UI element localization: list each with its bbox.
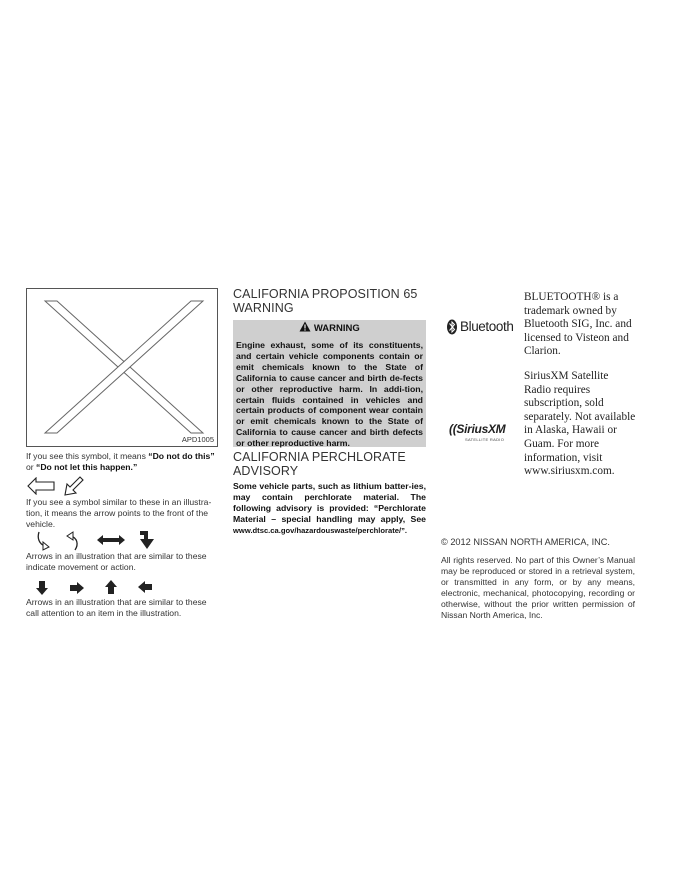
warning-label: WARNING xyxy=(313,323,360,334)
attention-caption: Arrows in an illustration that are similar to these call attention to an item in the illustration. xyxy=(26,597,207,618)
outline-arrow-left-icon xyxy=(27,477,55,495)
siriusxm-logo xyxy=(449,422,519,446)
siriusxm-wordmark: ((SiriusXM xyxy=(449,422,506,436)
outline-arrow-up-left-icon xyxy=(63,475,85,497)
heading-line: ADVISORY xyxy=(233,463,299,478)
figure-code: APD1005 xyxy=(181,435,214,444)
caption-text: or xyxy=(26,462,37,472)
siriusxm-text: SiriusXM Satellite Radio requires subscription, sold separately. Not available in Alaska, Hawaii or Guam. For more information, visit www.siriusxm.com. xyxy=(524,370,636,478)
copyright-line: © 2012 NISSAN NORTH AMERICA, INC. xyxy=(441,537,610,547)
heading-line: WARNING xyxy=(233,300,294,315)
curved-arrow-down-icon xyxy=(35,530,51,552)
warning-triangle-icon xyxy=(299,321,311,332)
arrow-left-icon xyxy=(137,580,153,594)
siriusxm-tagline: SATELLITE RADIO xyxy=(465,437,505,442)
caption-bold: “Do not let this happen.” xyxy=(36,462,138,472)
movement-caption: Arrows in an illustration that are similar to these indicate movement or action. xyxy=(26,551,207,572)
bluetooth-logo xyxy=(446,318,512,336)
prohibited-symbol-figure xyxy=(26,288,218,447)
large-x-icon xyxy=(27,289,217,446)
perchlorate-paragraph xyxy=(233,481,426,537)
curved-arrow-up-icon xyxy=(66,530,82,552)
perchlorate-url: www.dtsc.ca.gov/hazardouswaste/perchlorate/”. xyxy=(233,525,408,535)
double-headed-arrow-icon xyxy=(96,533,126,547)
arrow-right-icon xyxy=(69,581,85,595)
bluetooth-text: BLUETOOTH® is a trademark owned by Bluetooth SIG, Inc. and licensed to Visteon and Clarion. xyxy=(524,291,632,358)
prop65-heading xyxy=(233,288,428,315)
warning-text: Engine exhaust, some of its constituents, and certain vehicle components contain or emit chemicals known to the State of California to cause cancer and birth de-fects or other reproductive harm. In addi-tion, certain fluids contained in vehicles and certain products of component wear contain or emit chemicals known to the State of California to cause cancer and birth defects or other reproductive harm. xyxy=(233,337,426,447)
arrow-front-caption: If you see a symbol similar to these in an illustra-tion, it means the arrow points to the front of the vehicle. xyxy=(26,497,212,529)
bent-arrow-down-icon xyxy=(138,530,156,550)
heading-line: CALIFORNIA PERCHLORATE xyxy=(233,450,406,464)
arrow-up-icon xyxy=(104,579,118,595)
prohibited-symbol-caption xyxy=(26,451,220,473)
perchlorate-text: Some vehicle parts, such as lithium batter-ies, may contain perchlorate material. The following advisory is provided: “Perchlorate Material – special handling may apply, See xyxy=(233,481,426,524)
arrow-down-icon xyxy=(35,580,49,596)
heading-line: CALIFORNIA PROPOSITION 65 xyxy=(233,287,418,301)
bluetooth-wordmark: Bluetooth xyxy=(460,319,514,334)
caption-bold: “Do not do this” xyxy=(148,451,215,461)
warning-header xyxy=(233,320,426,337)
perchlorate-heading xyxy=(233,451,428,478)
rights-text: All rights reserved. No part of this Owner’s Manual may be reproduced or stored in a retrieval system, or transmitted in any form, or by any means, electronic, mechanical, photocopying, recording or otherwise, without the prior written permission of Nissan North America, Inc. xyxy=(441,555,635,620)
caption-text: If you see this symbol, it means xyxy=(26,451,149,461)
